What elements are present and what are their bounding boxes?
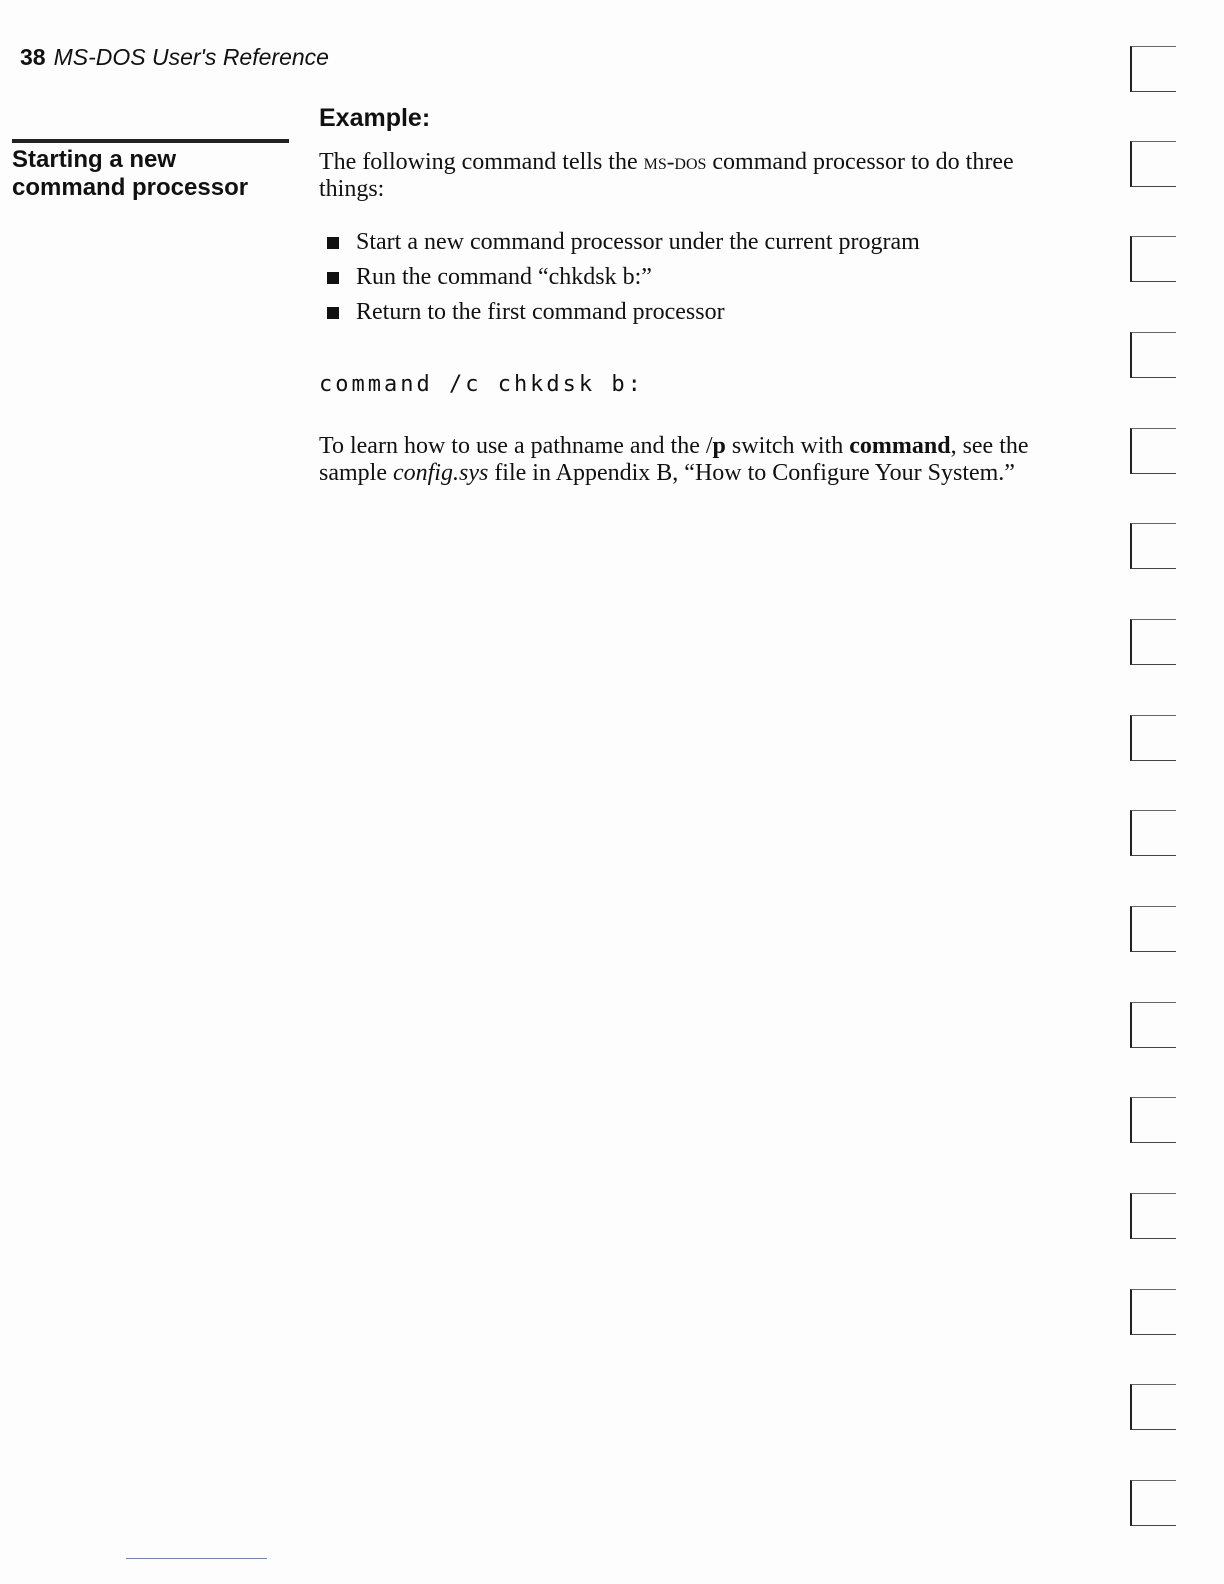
code-example: command /c chkdsk b: [319,372,644,397]
ms-dos-smallcaps: ms-dos [643,149,707,174]
list-item-text: Return to the first command processor [356,299,725,325]
intro-paragraph [319,148,1029,203]
list-item-text: Start a new command processor under the current program [356,229,920,255]
side-heading-line-1: Starting a new [12,146,177,173]
thumb-tab [1130,1002,1176,1048]
thumb-tab [1130,141,1176,187]
side-heading-line-2: command processor [12,174,249,201]
thumb-tab [1130,1480,1176,1526]
square-bullet-icon [327,237,339,249]
p-switch: p [712,433,726,459]
outro-text-2: switch with [725,433,850,459]
list-item [327,225,1037,260]
outro-paragraph [319,433,1029,487]
intro-text-start: The following command tells the [319,149,644,175]
thumb-tab [1130,1193,1176,1239]
thumb-tab [1130,236,1176,282]
bottom-rule [126,1558,267,1559]
running-title: MS-DOS User's Reference [53,44,329,70]
thumb-tab [1130,715,1176,761]
square-bullet-icon [327,272,339,284]
square-bullet-icon [327,307,339,319]
side-heading [12,146,302,202]
running-head [20,44,329,71]
example-heading: Example: [319,104,431,132]
thumb-tab [1130,428,1176,474]
bullet-list [327,225,1037,330]
thumb-tab [1130,1289,1176,1335]
thumb-tab [1130,1097,1176,1143]
list-item [327,260,1037,295]
thumb-tab [1130,810,1176,856]
thumb-tab [1130,332,1176,378]
outro-text-1: To learn how to use a pathname and the / [319,433,713,459]
list-item [327,295,1037,330]
list-item-text: Run the command “chkdsk b:” [356,264,652,290]
config-sys-filename: config.sys [392,460,489,486]
thumb-tab [1130,906,1176,952]
intro-text-end: command processor to do three things: [319,149,1014,202]
outro-text-4: file in Appendix B, “How to Configure Your System.” [488,460,1015,486]
side-heading-rule [12,139,289,143]
outro-text-3: , see the sample [319,433,1029,486]
thumb-tab [1130,619,1176,665]
thumb-tab [1130,46,1176,92]
page-number: 38 [20,44,46,70]
command-keyword: command [849,433,951,459]
thumb-tab [1130,1384,1176,1430]
thumb-tab [1130,523,1176,569]
